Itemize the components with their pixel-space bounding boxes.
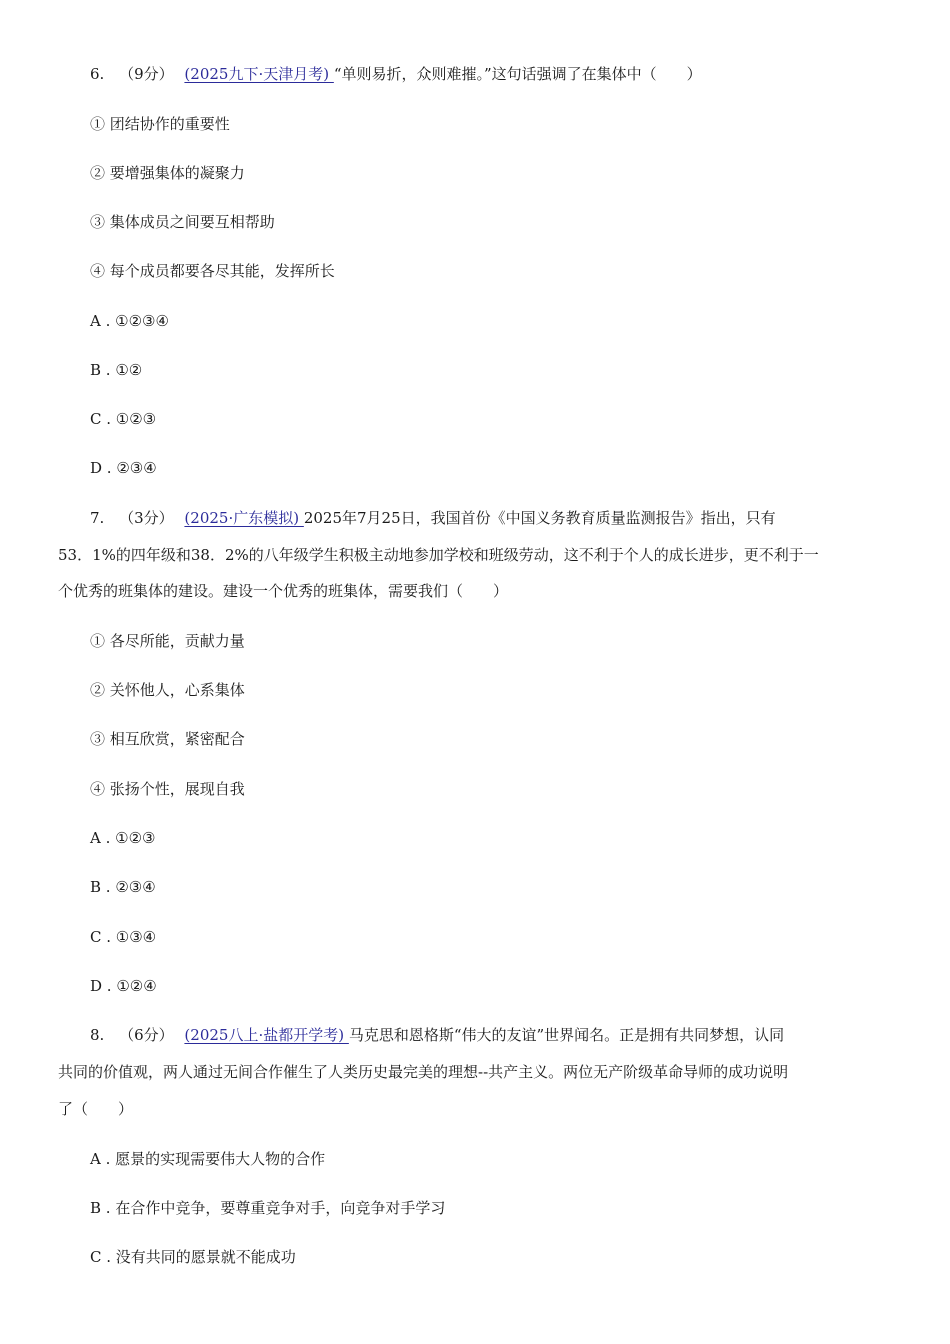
question-stem: “单则易折，众则难摧。”这句话强调了在集体中（ ） [333, 65, 702, 83]
statement-item: ① 各尽所能，贡献力量 [90, 632, 245, 650]
question-stem: 2025年7月25日，我国首份《中国义务教育质量监测报告》指出，只有 [303, 509, 776, 527]
answer-option-a[interactable]: A . ①②③④ [90, 312, 169, 330]
question-score: （9分） [119, 65, 174, 83]
question-8-header [90, 1024, 784, 1046]
answer-option-c[interactable]: C . ①②③ [90, 410, 157, 428]
answer-option-a[interactable]: A . ①②③ [90, 829, 156, 847]
answer-option-d[interactable]: D . ②③④ [90, 459, 157, 477]
answer-option-b[interactable]: B . ②③④ [90, 878, 156, 896]
statement-item: ② 关怀他人，心系集体 [90, 681, 245, 699]
question-score: （3分） [119, 509, 174, 527]
question-source-link[interactable]: (2025·广东模拟) [184, 509, 304, 527]
question-stem-line: 53．1%的四年级和38．2%的八年级学生积极主动地参加学校和班级劳动，这不利于个人的成长进步，更不利于一 [58, 546, 819, 564]
answer-option-a[interactable]: A . 愿景的实现需要伟大人物的合作 [90, 1150, 326, 1168]
answer-option-d[interactable]: D . ①②④ [90, 977, 157, 995]
question-number: 8. [90, 1026, 105, 1044]
answer-option-c[interactable]: C . 没有共同的愿景就不能成功 [90, 1248, 296, 1266]
statement-item: ② 要增强集体的凝聚力 [90, 164, 245, 182]
question-stem-line: 个优秀的班集体的建设。建设一个优秀的班集体，需要我们（ ） [58, 582, 509, 600]
question-score: （6分） [119, 1026, 174, 1044]
question-stem: 马克思和恩格斯“伟大的友谊”世界闻名。正是拥有共同梦想，认同 [348, 1026, 785, 1044]
question-stem-line: 了（ ） [58, 1100, 134, 1118]
answer-option-b[interactable]: B . ①② [90, 361, 143, 379]
statement-item: ③ 集体成员之间要互相帮助 [90, 213, 275, 231]
statement-item: ③ 相互欣赏，紧密配合 [90, 730, 245, 748]
question-number: 6. [90, 65, 105, 83]
answer-option-b[interactable]: B . 在合作中竞争，要尊重竞争对手，向竞争对手学习 [90, 1199, 446, 1217]
statement-item: ④ 每个成员都要各尽其能，发挥所长 [90, 262, 335, 280]
question-stem-line: 共同的价值观，两人通过无间合作催生了人类历史最完美的理想--共产主义。两位无产阶级革命导师的成功说明 [58, 1063, 789, 1081]
statement-item: ① 团结协作的重要性 [90, 115, 230, 133]
question-source-link[interactable]: (2025八上·盐都开学考) [184, 1026, 349, 1044]
statement-item: ④ 张扬个性，展现自我 [90, 780, 245, 798]
question-7-header [90, 507, 776, 529]
question-number: 7. [90, 509, 105, 527]
answer-option-c[interactable]: C . ①③④ [90, 928, 157, 946]
question-source-link[interactable]: (2025九下·天津月考) [184, 65, 334, 83]
question-6-header [90, 63, 702, 85]
